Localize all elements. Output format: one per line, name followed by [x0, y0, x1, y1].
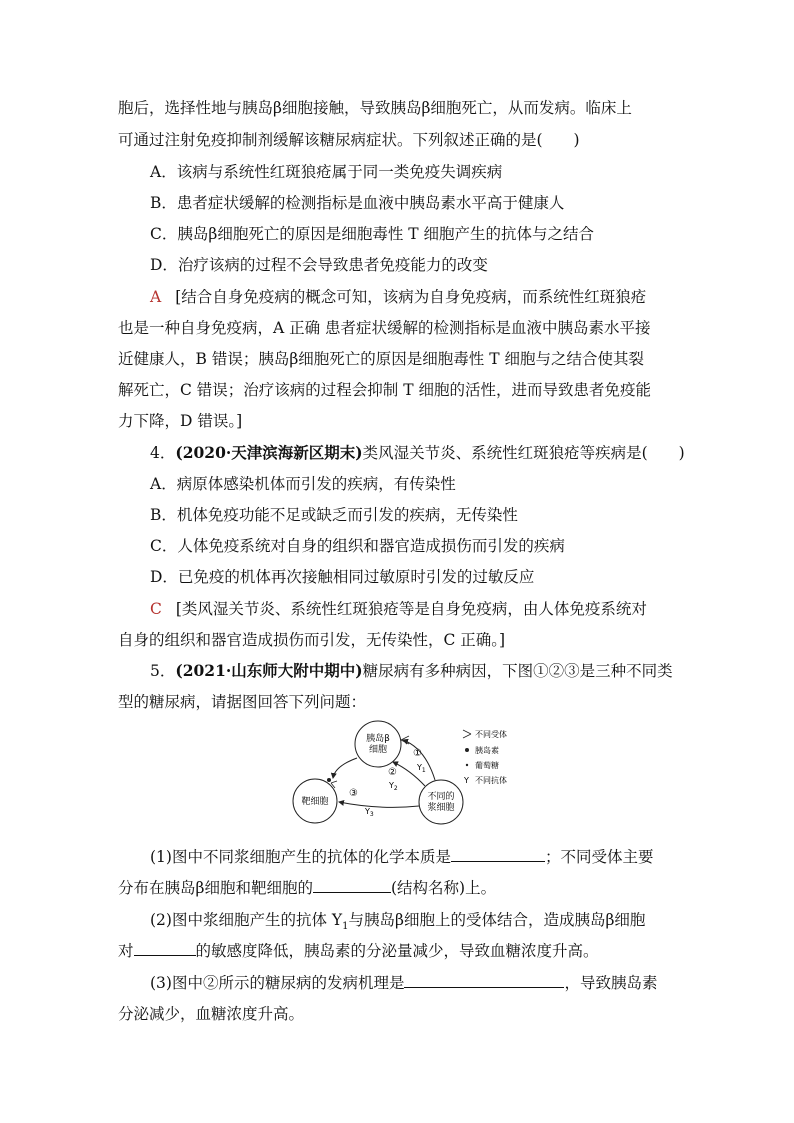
- answer-blank[interactable]: [451, 847, 545, 862]
- diabetes-diagram: [285, 718, 545, 828]
- legend-glucose: 葡萄糖: [475, 761, 499, 770]
- antibody-icon: Y: [464, 776, 469, 785]
- answer-text: 近健康人，B 错误；胰岛β细胞死亡的原因是细胞毒性 T 细胞与之结合使其裂: [118, 350, 644, 368]
- answer-text: 力下降，D 错误。]: [118, 412, 243, 430]
- legend-insulin: 胰岛素: [475, 746, 499, 755]
- y1-label: $Y_1$: [417, 763, 426, 774]
- insulin-dot: [327, 778, 331, 782]
- insulin-icon: [465, 748, 469, 752]
- answer-line: [150, 599, 678, 619]
- sub-question-3: (3)图中②所示的糖尿病的发病机理是 ，导致胰岛素: [150, 974, 658, 992]
- text-line: 胞后，选择性地与胰岛β细胞接触，导致胰岛β细胞死亡，从而发病。临床上: [118, 99, 632, 117]
- question-source: (2020·天津滨海新区期末): [175, 443, 363, 462]
- option-c: C．胰岛β细胞死亡的原因是细胞毒性 T 细胞产生的抗体与之结合: [150, 225, 595, 243]
- answer-letter: A: [150, 288, 162, 306]
- answer-text: 自身的组织和器官造成损伤而引发，无传染性，C 正确。]: [118, 631, 506, 649]
- glucose-icon: [466, 764, 468, 766]
- islet-cell-label: 细胞: [368, 745, 388, 755]
- question-number: 4．: [150, 444, 176, 462]
- option-b: B．患者症状缓解的检测指标是血液中胰岛素水平高于健康人: [150, 194, 565, 212]
- sub-question-2: 对 的敏感度降低，胰岛素的分泌量减少，导致血糖浓度升高。: [118, 942, 599, 960]
- answer-blank[interactable]: [134, 941, 196, 956]
- sub-question-1: 分布在胰岛β细胞和靶细胞的 (结构名称)上。: [118, 879, 497, 897]
- sub-question-3: 分泌减少，血糖浓度升高。: [118, 1005, 305, 1023]
- text-line: 可通过注射免疫抑制剂缓解该糖尿病症状。下列叙述正确的是( ): [118, 131, 580, 149]
- answer-blank[interactable]: [313, 878, 391, 893]
- option-b: B．机体免疫功能不足或缺乏而引发的疾病，无传染性: [150, 506, 518, 524]
- question-text: 类风湿关节炎、系统性红斑狼疮等疾病是( ): [362, 444, 685, 462]
- mark-1: ①: [413, 748, 422, 759]
- answer-text: 也是一种自身免疫病，A 正确 患者症状缓解的检测指标是血液中胰岛素水平接: [118, 319, 651, 337]
- option-c: C．人体免疫系统对自身的组织和器官造成损伤而引发的疾病: [150, 537, 565, 555]
- arrow-y3: [339, 802, 419, 807]
- option-d: D．治疗该病的过程不会导致患者免疫能力的改变: [150, 256, 488, 274]
- sub-question-1: (1)图中不同浆细胞产生的抗体的化学本质是 ；不同受体主要: [150, 848, 654, 866]
- arrow-insulin: [333, 758, 357, 778]
- plasma-cell-label: 不同的: [427, 792, 455, 802]
- target-cell-label: 靶细胞: [301, 797, 329, 807]
- answer-text: 解死亡，C 错误；治疗该病的过程会抑制 T 细胞的活性，进而导致患者免疫能: [118, 381, 651, 399]
- plasma-cell-circle: [419, 780, 463, 824]
- option-a: A．该病与系统性红斑狼疮属于同一类免疫失调疾病: [150, 163, 503, 181]
- answer-text: [结合自身免疫病的概念可知，该病为自身免疫病，而系统性红斑狼疮: [175, 288, 647, 306]
- arrow-y1: [403, 740, 435, 780]
- mark-2: ②: [388, 767, 397, 778]
- islet-cell-label: 胰岛β: [366, 734, 390, 744]
- legend: [463, 729, 507, 785]
- mark-3: ③: [349, 788, 358, 799]
- legend-receptor: 不同受体: [475, 730, 507, 739]
- question-number: 5．: [150, 662, 176, 680]
- plasma-cell-label: 浆细胞: [427, 803, 455, 813]
- answer-text: [类风湿关节炎、系统性红斑狼疮等是自身免疫病，由人体免疫系统对: [175, 600, 647, 618]
- answer-letter: C: [150, 600, 162, 618]
- legend-antibody: 不同抗体: [475, 776, 507, 785]
- sub-question-2: (2)图中浆细胞产生的抗体 $Y_1$与胰岛β细胞上的受体结合，造成胰岛β细胞: [150, 911, 646, 933]
- question-4: [150, 443, 685, 463]
- receptor-icon: [401, 736, 409, 744]
- option-d: D．已免疫的机体再次接触相同过敏原时引发的过敏反应: [150, 568, 535, 586]
- y3-label: $Y_3$: [365, 807, 374, 818]
- answer-blank[interactable]: [404, 973, 564, 988]
- islet-cell-circle: [355, 721, 401, 767]
- answer-line: [150, 287, 678, 307]
- receptor-icon: [463, 730, 471, 738]
- option-a: A．病原体感染机体而引发的疾病，有传染性: [150, 475, 456, 493]
- question-text: 糖尿病有多种病因，下图①②③是三种不同类: [362, 662, 673, 680]
- question-text: 型的糖尿病，请据图回答下列问题：: [118, 693, 367, 711]
- question-5: [150, 661, 678, 681]
- y2-label: $Y_2$: [389, 781, 398, 792]
- question-source: (2021·山东师大附中期中): [175, 661, 363, 680]
